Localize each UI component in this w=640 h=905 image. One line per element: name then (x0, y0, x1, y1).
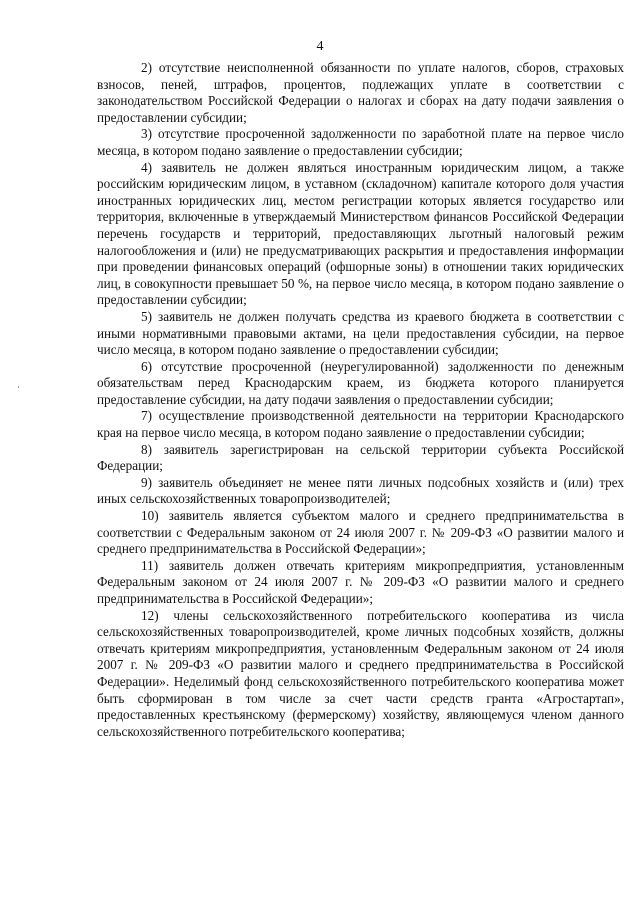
list-item-8: 8) заявитель зарегистрирован на сельской территории субъекта Российской Федерации; (97, 441, 624, 474)
list-item-11: 11) заявитель должен отвечать критериям микропредприятия, установленным Федеральным законом от 24 июля 2007 г. № 209-ФЗ «О развитии малого и среднего предпринимательства в Российской Федерации»; (97, 557, 624, 606)
list-item-10: 10) заявитель является субъектом малого и среднего предпринимательства в соответствии с Федеральным законом от 24 июля 2007 г. № 209-ФЗ «О развитии малого и среднего предпринимательства в Российской Федерации»; (97, 508, 624, 557)
list-item-12: 12) члены сельскохозяйственного потребительского кооператива из числа сельскохозяйственных товаропроизводителей, кроме личных подсобных хозяйств, должны отвечать критериям микропредприятия, установленным Федеральным законом от 24 июля 2007 г. № 209-ФЗ «О развитии малого и среднего предпринимательства в Российской Федерации». Неделимый фонд сельскохозяйственного потребительского кооператива может быть сформирован в том числе за счет части средств гранта «Агростартап», предоставленных крестьянскому (фермерскому) хозяйству, являющемуся членом данного сельскохозяйственного потребительского кооператива; (97, 607, 624, 739)
list-item-5: 5) заявитель не должен получать средства из краевого бюджета в соответствии с иными нормативными правовыми актами, на цели предоставления субсидии, на первое число месяца, в котором подано заявление о предоставлении субсидии; (97, 308, 624, 358)
list-item-9: 9) заявитель объединяет не менее пяти личных подсобных хозяйств и (или) трех иных сельскохозяйственных товаропроизводителей; (97, 474, 624, 507)
list-item-4: 4) заявитель не должен являться иностранным юридическим лицом, а также российским юридическим лицом, в уставном (складочном) капитале которого доля участия иностранных юридических лиц, местом регистрации которых является государство или территория, включенные в утверждаемый Министерством финансов Российской Федерации перечень государств и территорий, предоставляющих льготный налоговый режим налогообложения и (или) не предусматривающих раскрытия и предоставления информации при проведении финансовых операций (офшорные зоны) в отношении таких юридических лиц, в совокупности превышает 50 %, на первое число месяца, в котором подано заявление о предоставлении субсидии; (97, 159, 624, 308)
page-number: 4 (316, 39, 324, 54)
list-item-2: 2) отсутствие неисполненной обязанности по уплате налогов, сборов, страховых взносов, пеней, штрафов, процентов, подлежащих уплате в соответствии с законодательством Российской Федерации о налогах и сборах на дату подачи заявления о предоставлении субсидии; (97, 60, 624, 125)
list-item-6: 6) отсутствие просроченной (неурегулированной) задолженности по денежным обязательствам перед Краснодарским краем, из бюджета которого планируется предоставление субсидии, на дату подачи заявления о предоставлении субсидии; (97, 358, 624, 407)
list-item-3: 3) отсутствие просроченной задолженности по заработной плате на первое число месяца, в котором подано заявление о предоставлении субсидии; (97, 126, 624, 158)
document-body (97, 60, 624, 740)
scan-margin-mark (18, 386, 19, 388)
list-item-7: 7) осуществление производственной деятельности на территории Краснодарского края на первое число месяца, в котором подано заявление о предоставлении субсидии; (97, 408, 624, 441)
